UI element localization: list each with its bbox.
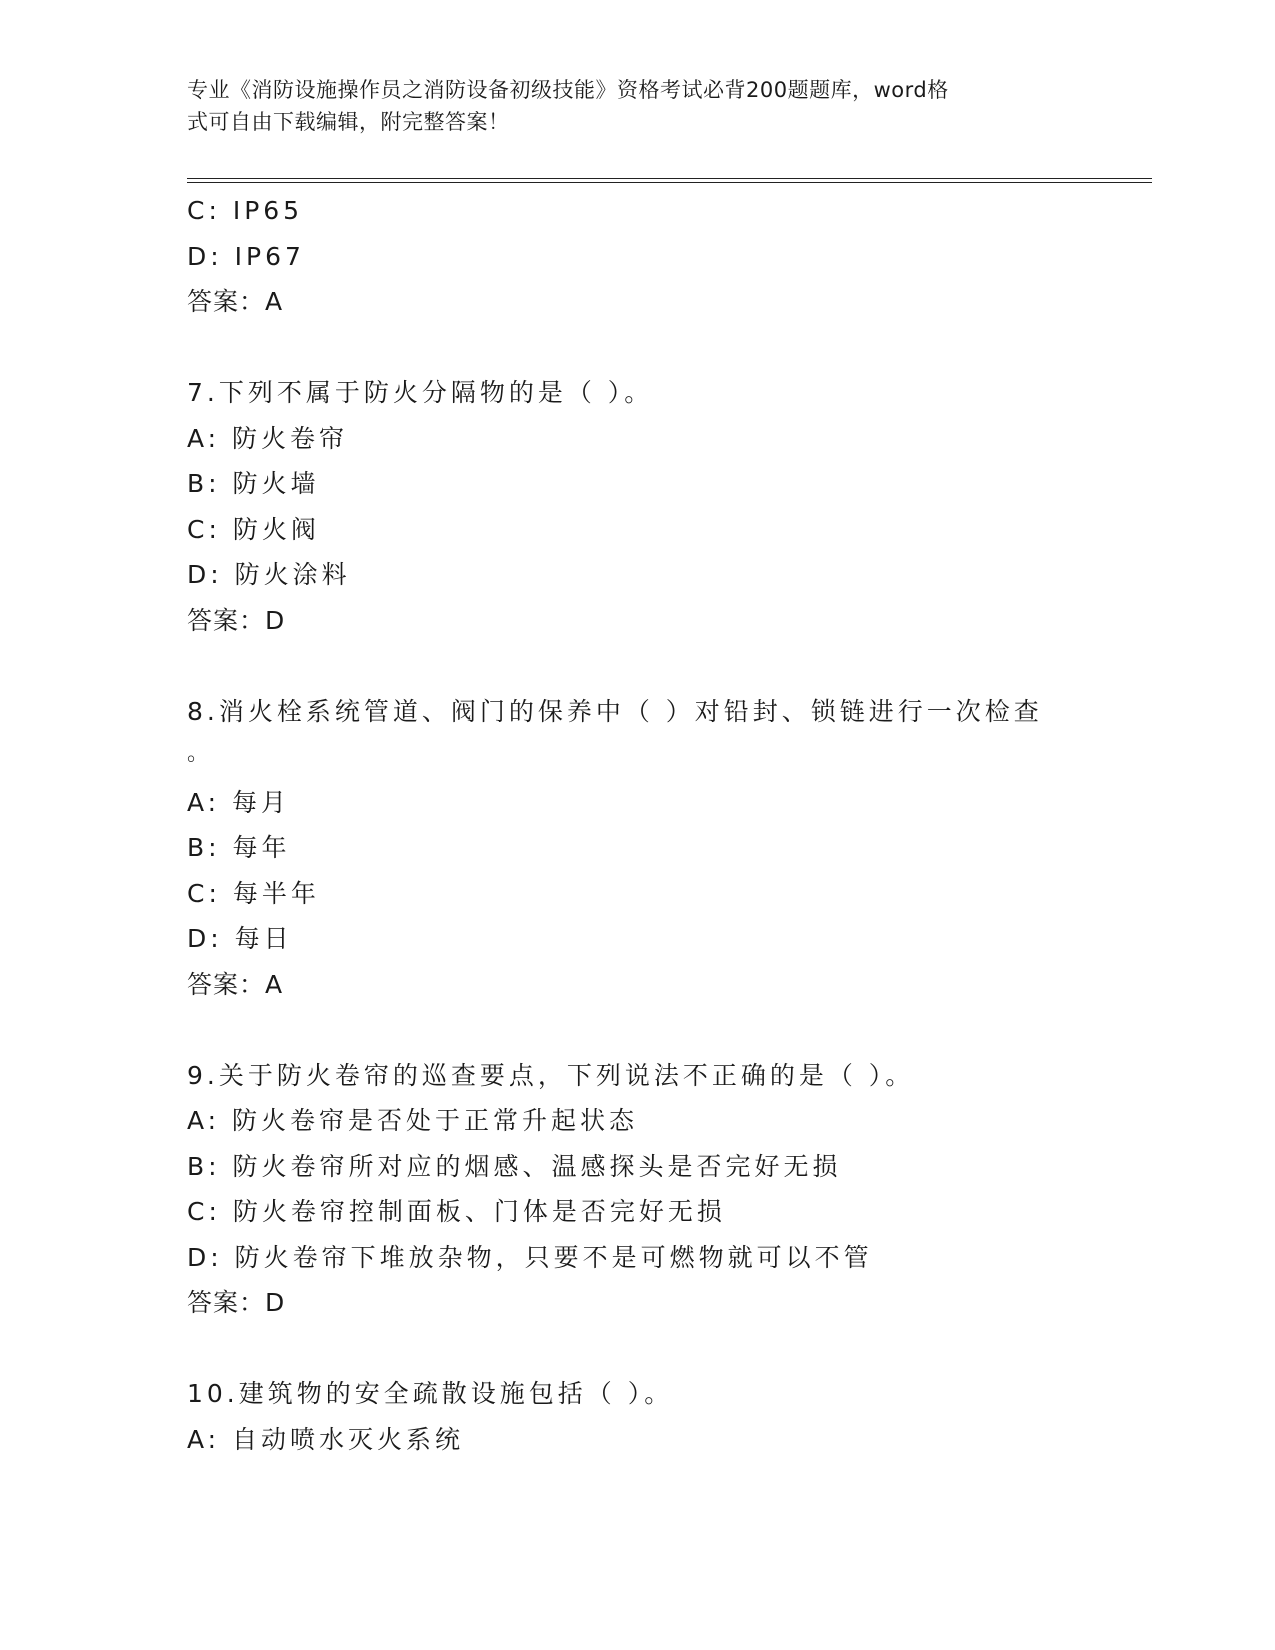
question-text: 9.关于防火卷帘的巡查要点，下列说法不正确的是（ ）。 <box>187 1060 915 1090</box>
question-9 <box>187 1053 1187 1326</box>
question-10 <box>187 1371 1187 1462</box>
option-d: D: 防火卷帘下堆放杂物，只要不是可燃物就可以不管 <box>187 1242 873 1272</box>
answer: 答案：A <box>187 287 284 316</box>
header-line-1: 专业《消防设施操作员之消防设备初级技能》资格考试必背200题题库，word格 <box>187 78 949 102</box>
question-7 <box>187 370 1187 643</box>
question-list <box>187 188 1187 1462</box>
spacer <box>187 643 1187 689</box>
option-b: B: 防火卷帘所对应的烟感、温感探头是否完好无损 <box>187 1151 842 1181</box>
option-b: B: 防火墙 <box>187 469 320 498</box>
option-d: D: 防火涂料 <box>187 560 351 589</box>
answer: 答案：D <box>187 1288 286 1317</box>
option-c: C: IP65 <box>187 196 304 225</box>
option-c: C: 防火阀 <box>187 514 320 544</box>
document-header <box>187 74 1087 138</box>
option-d: D: IP67 <box>187 241 305 271</box>
question-6 <box>187 188 1187 325</box>
question-text: 8.消火栓系统管道、阀门的保养中（ ）对铅封、锁链进行一次检查 <box>187 696 1043 726</box>
answer: 答案：D <box>187 605 286 635</box>
spacer <box>187 1007 1187 1053</box>
question-text-continuation: 。 <box>187 741 214 766</box>
header-divider-top <box>187 178 1152 179</box>
option-a: A: 每月 <box>187 787 291 817</box>
header-divider-bottom <box>187 182 1152 183</box>
answer: 答案：A <box>187 969 284 999</box>
option-a: A: 自动喷水灭火系统 <box>187 1424 465 1454</box>
option-c: C: 防火卷帘控制面板、门体是否完好无损 <box>187 1197 726 1226</box>
header-line-2: 式可自由下载编辑，附完整答案！ <box>187 110 510 134</box>
option-c: C: 每半年 <box>187 878 320 908</box>
question-text: 10.建筑物的安全疏散设施包括（ ）。 <box>187 1379 674 1408</box>
question-8 <box>187 689 1187 1008</box>
option-d: D: 每日 <box>187 924 293 953</box>
question-text: 7.下列不属于防火分隔物的是（ ）。 <box>187 378 654 407</box>
option-b: B: 每年 <box>187 833 291 862</box>
spacer <box>187 1326 1187 1372</box>
option-a: A: 防火卷帘是否处于正常升起状态 <box>187 1106 639 1135</box>
option-a: A: 防火卷帘 <box>187 423 349 453</box>
spacer <box>187 325 1187 371</box>
